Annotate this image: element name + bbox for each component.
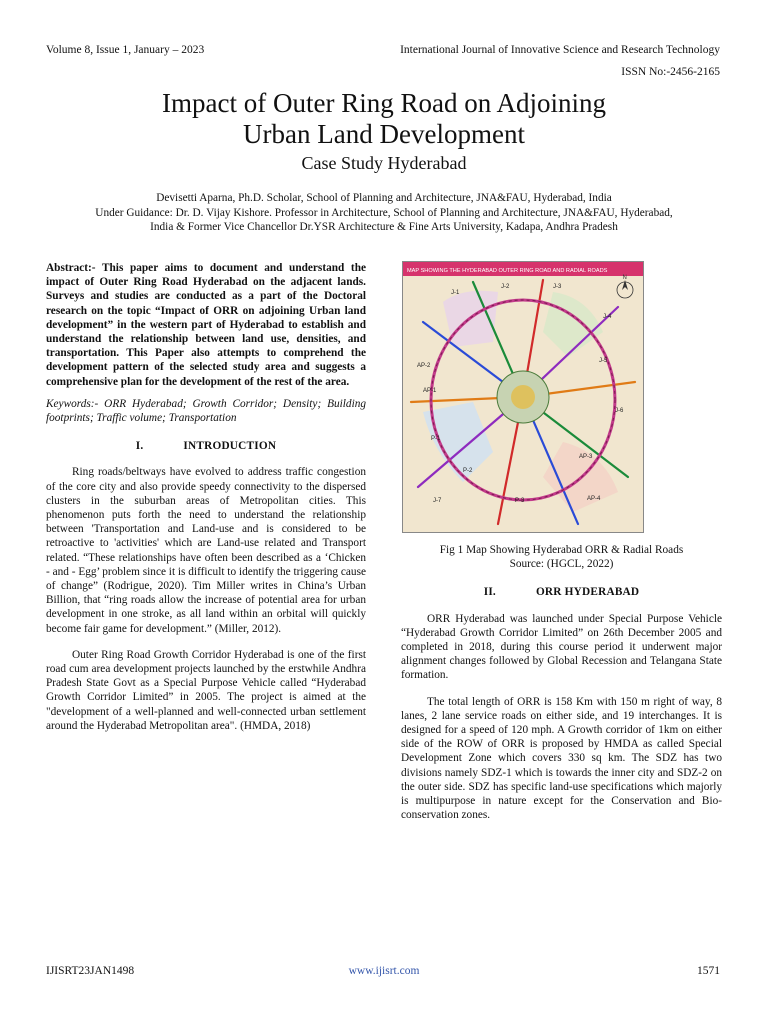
map-graphic [403, 262, 643, 532]
zone-label: P-3 [515, 498, 525, 504]
zone-label: J-4 [603, 314, 612, 320]
zone-label: AP-3 [579, 454, 593, 460]
caption-line-1: Fig 1 Map Showing Hyderabad ORR & Radial Roads [439, 544, 684, 556]
section-title: INTRODUCTION [183, 440, 277, 453]
caption-line-2: Source: (HGCL, 2022) [509, 558, 614, 571]
abstract: Abstract:- This paper aims to document and understand the impact of Outer Ring Road Hyderabad on the adjacent lands. Surveys and studies are conducted as a part of the Doctoral research on the topic “Impact of ORR on adjoining Urban land development” in the western part of Hyderabad to establish and understand the relationship between land use, densities, and transportation. This Paper also attempts to comprehend the development pattern of the selected study area and suggests a comprehensive plan for the development of the rest of the area. [46, 262, 366, 388]
orr-map-figure [402, 261, 644, 533]
zone-label: J-5 [599, 358, 608, 364]
journal-name: International Journal of Innovative Science and Research Technology [400, 44, 720, 56]
right-column [401, 261, 722, 834]
intro-paragraph-1: Ring roads/beltways have evolved to address traffic congestion of the core city and also provide speedy connectivity to the dispersed clusters in the suburban areas of Metropolitan cities. This phenomenon puts forth the need to understand the relationship between 'Transportation and Land-use and is considered to be retroactive to 'activities' which are Land-use related and Transport related. “These relationships have often been described as a ‘Chicken - and - Egg’ problem since it is difficult to identify the triggering cause of change” (Rodrigue, 2020). Tim Miller writes in China’s Urban Billion, that “ring roads allow the increase of potential area for urban development in one stroke, as all land within an orbital will quickly become fair game for development.” (Miller, 2012). [46, 466, 366, 635]
paper-title [0, 88, 768, 150]
paper-subtitle: Case Study Hyderabad [301, 153, 467, 173]
author-block [40, 191, 728, 235]
left-column [46, 261, 366, 745]
svg-text:N: N [622, 275, 627, 281]
volume-issue: Volume 8, Issue 1, January – 2023 [46, 44, 205, 56]
title-line-1: Impact of Outer Ring Road on Adjoining [162, 88, 606, 118]
zone-label: AP-2 [417, 363, 431, 369]
section-number: I. [135, 440, 144, 453]
orr-paragraph-2: The total length of ORR is 158 Km with 150 m right of way, 8 lanes, 2 lane service roads on either side, and 19 interchanges. It is designed for a speed of 120 mph. A Growth corridor of 1km on either side of the ROW of ORR is proposed by HMDA as called Special Development Zone which covers 330 sq km. The SDZ has two divisions namely SDZ-1 which is towards the inner city and SDZ-2 on the outer side. SDZ has specific land-use specifications which majorly is multipurpose in nature except for the Conservation and Bio-conservation zones. [401, 695, 722, 822]
author-line-2: Under Guidance: Dr. D. Vijay Kishore. Professor in Architecture, School of Planning and Architecture, JNA&FAU, Hyderabad, [95, 206, 673, 219]
author-line-1: Devisetti Aparna, Ph.D. Scholar, School of Planning and Architecture, JNA&FAU, Hyderabad, India [156, 192, 612, 204]
section-heading-orr [401, 585, 722, 599]
paper-code: IJISRT23JAN1498 [46, 965, 135, 977]
issn: ISSN No:-2456-2165 [621, 66, 720, 78]
zone-label: P-2 [463, 468, 473, 474]
orr-paragraph-1: ORR Hyderabad was launched under Special Purpose Vehicle “Hyderabad Growth Corridor Limited” on 26th December 2005 and completed in 2018, during this course period it underwent major alignment changes followed by Global Recession and Telangana State formation. [401, 612, 722, 682]
page-number: 1571 [697, 965, 720, 977]
zone-label: J-6 [615, 408, 624, 414]
author-line-3: India & Former Vice Chancellor Dr.YSR Architecture & Fine Arts University, Kadapa, Andhra Pradesh [150, 221, 618, 233]
keywords: Keywords:- ORR Hyderabad; Growth Corridor; Density; Building footprints; Traffic volume; Transportation [46, 397, 366, 425]
figure-caption [401, 543, 722, 571]
section-title: ORR HYDERABAD [535, 586, 640, 599]
zone-label: P-1 [431, 436, 441, 442]
zone-label: J-1 [451, 290, 460, 296]
zone-label: AP-1 [423, 388, 437, 394]
map-title: MAP SHOWING THE HYDERABAD OUTER RING ROAD AND RADIAL ROADS [407, 268, 608, 274]
zone-label: J-3 [553, 284, 562, 290]
zone-label: AP-4 [587, 496, 601, 502]
zone-label: J-7 [433, 498, 442, 504]
section-number: II. [483, 586, 496, 599]
section-heading-introduction [46, 439, 366, 453]
title-line-2: Urban Land Development [243, 119, 525, 149]
zone-label: J-2 [501, 284, 510, 290]
website-link[interactable]: www.ijisrt.com [348, 965, 420, 977]
intro-paragraph-2: Outer Ring Road Growth Corridor Hyderabad is one of the first road cum area development projects launched by the erstwhile Andhra Pradesh State Govt as a Special Purpose Vehicle called “Hyderabad Growth Corridor Limited” in 2005. The project is aimed at the "development of a well-planned and well-connected urban settlement around the Hyderabad Metropolitan area". (HMDA, 2018) [46, 648, 366, 732]
